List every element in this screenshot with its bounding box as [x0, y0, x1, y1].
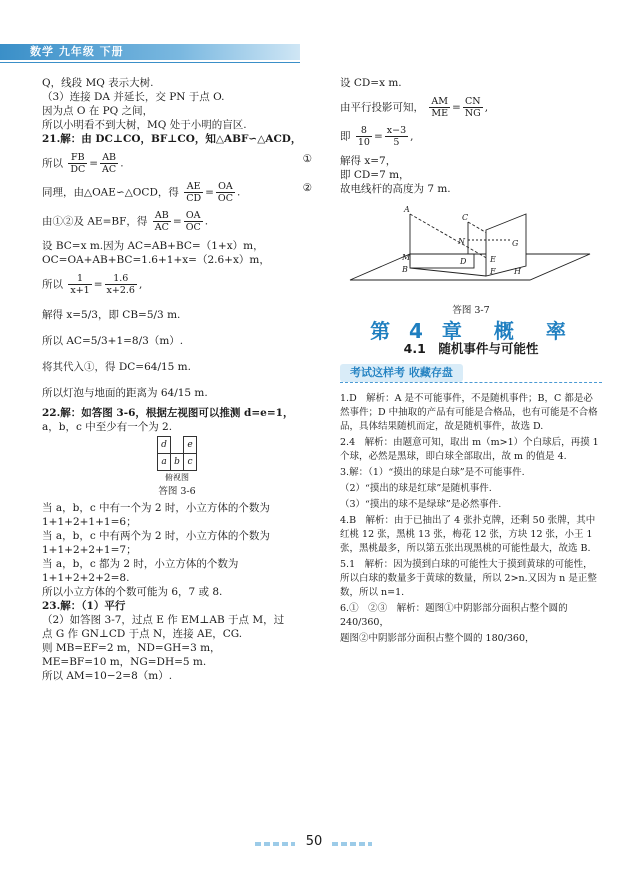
- mark-1: ①: [302, 153, 312, 165]
- figure-label: H: [514, 267, 521, 276]
- answer-5: 5.1 解析：因为摸到白球的可能性大于摸到黄球的可能性，所以白球的数量多于黄球的数量，所以 2>n.又因为 n 是正整数，所以 n=1.: [340, 559, 597, 598]
- text-line: 1+1+2+2+2=8.: [42, 572, 130, 584]
- text-line: 设 CD=x m.: [340, 77, 402, 89]
- text-line: 1+1+2+1+1=6；: [42, 516, 137, 528]
- page-header: [0, 44, 300, 66]
- grid-cell: b: [171, 454, 184, 471]
- eq-6: 即 $\frac{8}{10}$ = $\frac{x-3}{5}$ ,: [340, 125, 414, 148]
- figure-3-6: [42, 436, 312, 499]
- answer-3-3: （3）“摸出的球不是绿球”是必然事件.: [340, 499, 502, 510]
- text-line: 所以小立方体的个数可能为 6，7 或 8.: [42, 586, 223, 598]
- text-line: a，b，c 中至少有一个为 2.: [42, 421, 173, 433]
- text-span: 即: [340, 130, 351, 143]
- answer-1: 1.D 解析：A 是不可能事件，不是随机事件；B，C 都是必然事件；D 中抽取的产品有可能是合格品，也有可能是不合格品，具体结果随机而定，故是随机事件，故选 D.: [340, 393, 598, 432]
- figure-label: A: [404, 205, 410, 214]
- answer-6: 6.① ②③ 解析：题图①中阴影部分面积占整个圆的 240/360，: [340, 603, 568, 628]
- mark-2: ②: [302, 182, 312, 194]
- text-line: 故电线杆的高度为 7 m.: [340, 183, 451, 195]
- grid-cell-empty: [171, 437, 184, 454]
- eq-5: 由平行投影可知， $\frac{AM}{ME}$ = $\frac{CN}{NG}$ ,: [340, 96, 489, 119]
- text-line: 当 a，b，c 中有两个为 2 时，小立方体的个数为: [42, 530, 270, 542]
- text-line: 所以 AC=5/3+1=8/3（m）.: [42, 335, 184, 347]
- grid-cell: a: [158, 454, 171, 471]
- text-line: 所以 AM=10−2=8（m）.: [42, 670, 173, 682]
- header-rule: [0, 62, 300, 63]
- eq-2: 同理，由△OAE∽△OCD，得 $\frac{AE}{CD}$ = $\frac{OA}{OC}$ . ②: [42, 181, 312, 204]
- figure-label: N: [458, 237, 465, 246]
- text-line: 当 a，b，c 中有一个为 2 时，小立方体的个数为: [42, 502, 270, 514]
- eq-1: 所以 $\frac{FB}{DC}$ = $\frac{AB}{AC}$ . ①: [42, 152, 312, 175]
- answer-3: 3.解：（1）“摸出的球是白球”是不可能事件.: [340, 467, 525, 478]
- answer-4: 4.B 解析：由于已抽出了 4 张扑克牌，还剩 50 张牌，其中红桃 12 张，黑桃 13 张，梅花 12 张，方块 12 张，小王 1 张，黑桃最多，所以第五张出现黑桃的可能性最大，故选 B.: [340, 515, 596, 554]
- eq-4: 所以 $\frac{1}{x+1}$ = $\frac{1.6}{x+2.6}$ ,: [42, 273, 143, 296]
- eq-3: 由①②及 AE=BF，得 $\frac{AB}{AC}$ = $\frac{OA}{OC}$ .: [42, 210, 209, 233]
- text-line: 1+1+2+2+1=7；: [42, 544, 137, 556]
- figure-label: D: [460, 257, 467, 266]
- text-line: ME=BF=10 m，NG=DH=5 m.: [42, 656, 207, 668]
- tag-label: 考试这样考 收藏存盘: [340, 364, 463, 382]
- page-footer: [0, 834, 624, 854]
- text-line: 即 CD=7 m，: [340, 169, 410, 181]
- figure-label: E: [490, 255, 496, 264]
- section-title: 4.1 随机事件与可能性: [403, 341, 539, 356]
- figure-3-7-svg: [340, 196, 602, 300]
- figure-caption: 答图 3-6: [158, 486, 196, 497]
- text-line: 因为点 O 在 PQ 之间，: [42, 105, 154, 117]
- grid-cell: c: [184, 454, 197, 471]
- text-span: 同理，由△OAE∽△OCD，得: [42, 186, 179, 199]
- page-number: 50: [305, 834, 323, 849]
- tag-rule: [340, 382, 602, 383]
- text-line: 则 MB=EF=2 m，ND=GH=3 m，: [42, 642, 221, 654]
- text-span: 所以: [42, 157, 63, 170]
- text-line: Q，线段 MQ 表示大树.: [42, 77, 154, 89]
- text-line: 点 G 作 GN⊥CD 于点 N，连接 AE，CG.: [42, 628, 243, 640]
- text-line: OC=OA+AB+BC=1.6+1+x=（2.6+x）m，: [42, 254, 270, 266]
- header-title: 数学 九年级 下册: [30, 45, 124, 58]
- figure-subcaption: 俯视图: [165, 473, 189, 482]
- problem-22: 22.解：如答图 3-6，根据左视图可以推测 d=e=1，: [42, 407, 294, 419]
- footer-dots-left: [255, 842, 295, 846]
- answer-6-2: 题图②中阴影部分面积占整个圆的 180/360，: [340, 633, 535, 644]
- section-tag: [340, 364, 602, 384]
- figure-label: F: [490, 267, 496, 276]
- right-column: [340, 76, 602, 648]
- text-span: 由平行投影可知，: [340, 101, 424, 114]
- figure-label: B: [402, 265, 408, 274]
- text-span: 所以: [42, 278, 63, 291]
- text-line: 解得 x=5/3，即 CB=5/3 m.: [42, 309, 181, 321]
- figure-3-7: [340, 196, 602, 318]
- grid-cell: e: [184, 437, 197, 454]
- chapter-title: 第 4 章 概 率: [370, 319, 572, 343]
- text-line: 当 a，b，c 都为 2 时，小立方体的个数为: [42, 558, 239, 570]
- text-line: （3）连接 DA 并延长，交 PN 于点 O.: [42, 91, 225, 103]
- figure-label: M: [402, 253, 411, 262]
- answer-3-2: （2）“摸出的球是红球”是随机事件.: [340, 483, 492, 494]
- figure-label: C: [462, 213, 469, 222]
- grid-cell: d: [158, 437, 171, 454]
- problem-23: 23.解：（1）平行: [42, 600, 126, 612]
- answer-2: 2.4 解析：由题意可知，取出 m（m>1）个白球后，再摸 1 个球，必然是黑球，即白球全部取出，故 m 的值是 4.: [340, 437, 599, 462]
- problem-21: 21.解：由 DC⊥CO，BF⊥CO，知△ABF∽△ACD，: [42, 133, 302, 145]
- figure-caption: 答图 3-7: [452, 305, 490, 316]
- text-line: 解得 x=7，: [340, 155, 397, 167]
- text-span: 由①②及 AE=BF，得: [42, 215, 148, 228]
- figure-label: G: [512, 239, 519, 248]
- left-column: [42, 76, 312, 683]
- text-line: 所以灯泡与地面的距离为 64/15 m.: [42, 387, 208, 399]
- footer-dots-right: [332, 842, 372, 846]
- text-line: 将其代入①，得 DC=64/15 m.: [42, 361, 191, 373]
- text-line: 设 BC=x m.因为 AC=AB+BC=（1+x）m，: [42, 240, 264, 252]
- text-line: 所以小明看不到大树，MQ 处于小明的盲区.: [42, 119, 247, 131]
- text-line: （2）如答图 3-7，过点 E 作 EM⊥AB 于点 M，过: [42, 614, 285, 626]
